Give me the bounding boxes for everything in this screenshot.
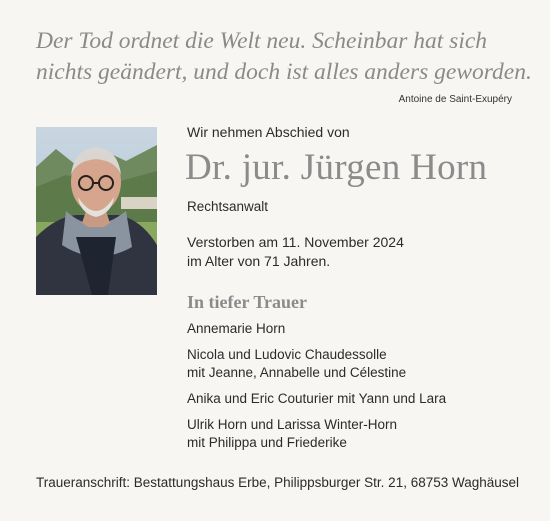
mourner-entry xyxy=(187,390,446,408)
quote-line-2: nichts geändert, und doch ist alles anders geworden. xyxy=(36,59,532,85)
death-age: im Alter von 71 Jahren. xyxy=(187,253,331,269)
quote xyxy=(36,26,532,88)
mourning-address: Traueranschrift: Bestattungshaus Erbe, Philippsburger Str. 21, 68753 Waghäusel xyxy=(36,475,520,490)
profession: Rechtsanwalt xyxy=(187,199,269,214)
mourning-title: In tiefer Trauer xyxy=(187,292,307,312)
mourner-entry xyxy=(187,320,446,338)
death-date: Verstorben am 11. November 2024 xyxy=(187,234,404,250)
portrait-photo xyxy=(36,127,157,295)
mourner-entry xyxy=(187,346,446,382)
mourners-list xyxy=(187,320,446,460)
mourner-entry xyxy=(187,416,446,452)
quote-author: Antoine de Saint-Exupéry xyxy=(398,94,512,105)
mourner-line: mit Jeanne, Annabelle und Célestine xyxy=(187,365,407,380)
quote-line-1: Der Tod ordnet die Welt neu. Scheinbar hat sich xyxy=(36,28,488,54)
mourner-line: Nicola und Ludovic Chaudessolle xyxy=(187,347,387,362)
mourner-line: Ulrik Horn und Larissa Winter-Horn xyxy=(187,417,398,432)
mourner-line: Annemarie Horn xyxy=(187,321,286,336)
deceased-name: Dr. jur. Jürgen Horn xyxy=(185,147,488,188)
mourner-line: Anika und Eric Couturier mit Yann und Lara xyxy=(187,391,447,406)
death-info xyxy=(187,233,404,271)
mourner-line: mit Philippa und Friederike xyxy=(187,435,347,450)
intro-text: Wir nehmen Abschied von xyxy=(187,124,350,140)
